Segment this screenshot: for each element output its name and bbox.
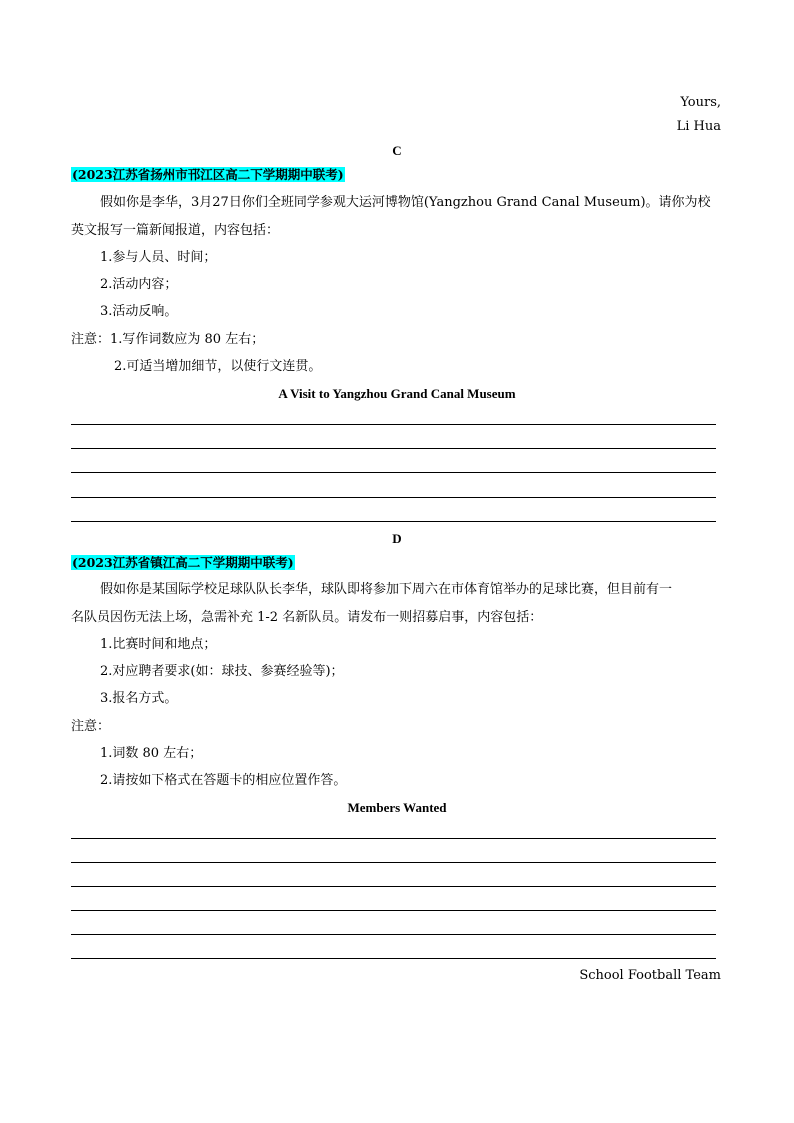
writing-line	[71, 958, 716, 959]
writing-line	[71, 521, 716, 522]
writing-line	[71, 497, 716, 498]
section-d-point-3: 3.报名方式。	[100, 691, 178, 706]
section-c-point-1: 1.参与人员、时间；	[100, 250, 217, 265]
section-d-point-2: 2.对应聘者要求(如：球技、参赛经验等)；	[100, 664, 344, 679]
section-d-prompt-line2: 名队员因伤无法上场，急需补充 1-2 名新队员。请发布一则招募启事，内容包括：	[71, 610, 543, 625]
writing-line	[71, 886, 716, 887]
section-d-point-1: 1.比赛时间和地点；	[100, 637, 217, 652]
section-c-heading: C	[392, 143, 402, 158]
section-c-point-3: 3.活动反响。	[100, 304, 178, 319]
section-d-note-2: 2.请按如下格式在答题卡的相应位置作答。	[100, 773, 347, 788]
section-d-source-label: (2023江苏省镇江高二下学期期中联考)	[72, 555, 294, 570]
section-c-point-2: 2.活动内容；	[100, 277, 178, 292]
writing-line	[71, 424, 716, 425]
section-c-prompt-line2: 英文报写一篇新闻报道，内容包括：	[71, 223, 280, 238]
closing-yours: Yours,	[680, 95, 721, 110]
section-d-note-label: 注意：	[71, 719, 111, 734]
section-c-source-label: (2023江苏省扬州市邗江区高二下学期期中联考)	[72, 167, 344, 182]
writing-line	[71, 910, 716, 911]
section-d-source	[71, 555, 295, 572]
section-d-note-1: 1.词数 80 左右；	[100, 746, 203, 761]
section-c-source	[71, 167, 345, 184]
section-c-note-2: 2.可适当增加细节，以使行文连贯。	[114, 359, 322, 374]
section-c-essay-title: A Visit to Yangzhou Grand Canal Museum	[278, 386, 516, 401]
section-c-prompt-line1: 假如你是李华，3月27日你们全班同学参观大运河博物馆(Yangzhou Grand Canal Museum)。请你为校	[100, 195, 711, 210]
section-d-prompt-line1: 假如你是某国际学校足球队队长李华，球队即将参加下周六在市体育馆举办的足球比赛，但目前有一	[100, 582, 673, 597]
writing-line	[71, 472, 716, 473]
section-d-heading: D	[392, 531, 402, 546]
writing-line	[71, 448, 716, 449]
section-d-essay-title: Members Wanted	[347, 800, 447, 815]
writing-line	[71, 934, 716, 935]
section-d-footer: School Football Team	[579, 968, 721, 983]
writing-line	[71, 838, 716, 839]
writing-line	[71, 862, 716, 863]
section-c-note-1: 注意：1.写作词数应为 80 左右；	[71, 332, 265, 347]
closing-signature: Li Hua	[676, 119, 721, 134]
